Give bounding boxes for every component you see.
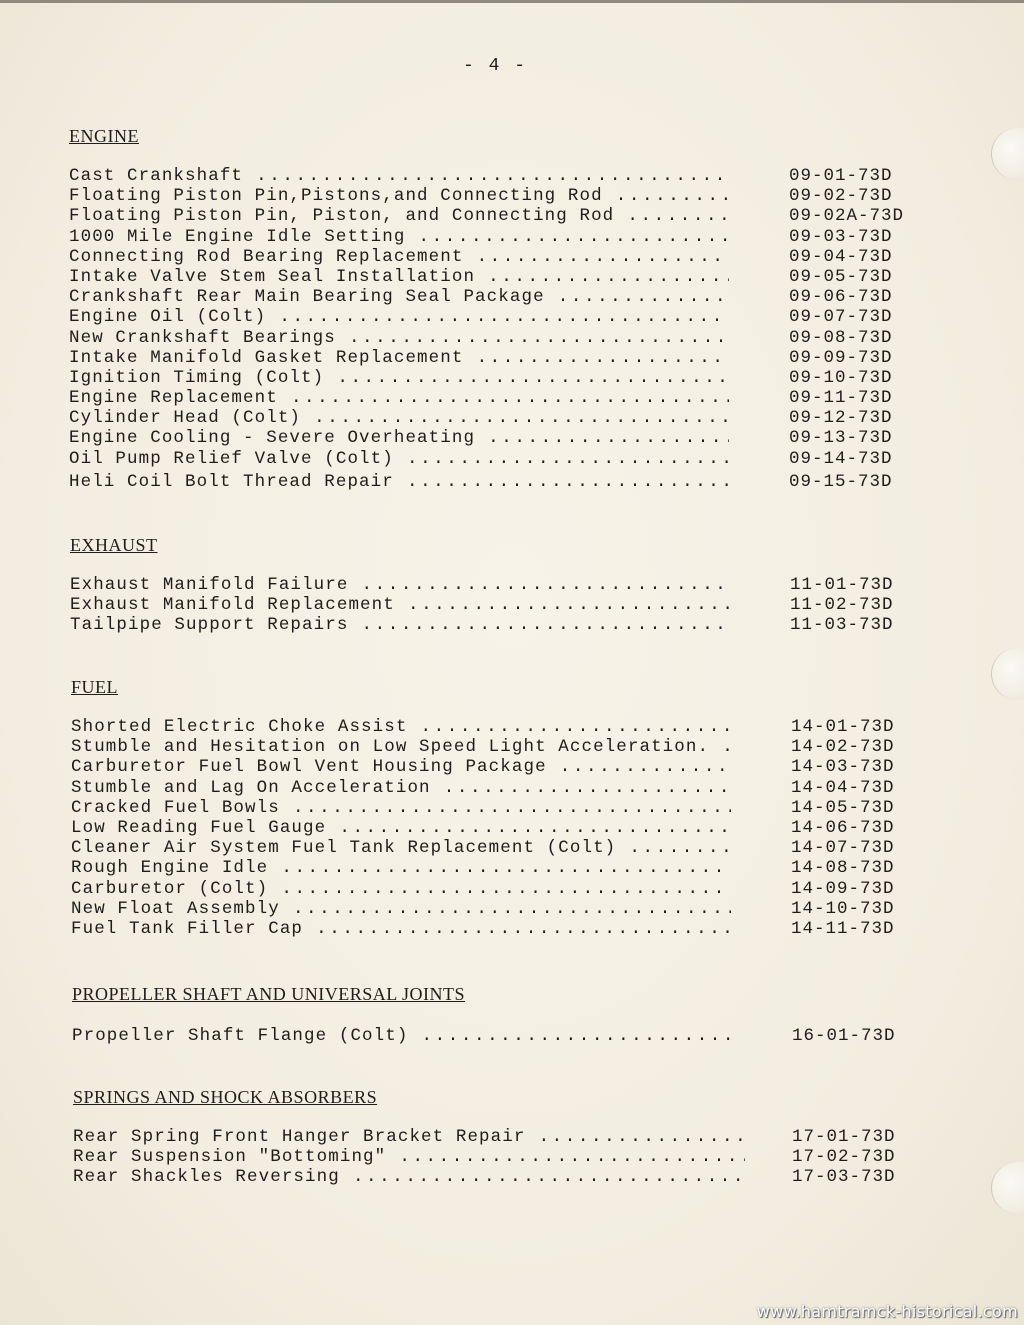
entry-title: Connecting Rod Bearing Replacement ..... (69, 247, 729, 267)
entry-code: 09-01-73D (789, 166, 893, 186)
entry-code: 14-01-73D (791, 717, 895, 737)
section-exhaust (70, 535, 950, 636)
entry-title: Stumble and Lag On Acceleration ..... (71, 778, 731, 798)
entry-code: 09-11-73D (789, 388, 893, 409)
punch-hole (991, 1162, 1024, 1214)
entry-title: Exhaust Manifold Failure ..... (70, 575, 730, 595)
entry-code: 14-02-73D (791, 737, 895, 758)
list-item (71, 919, 951, 939)
list-item (71, 838, 951, 858)
entry-code: 14-09-73D (791, 878, 895, 899)
entry-title: Carburetor Fuel Bowl Vent Housing Package ..... (71, 757, 731, 777)
list-item (69, 186, 949, 206)
section-engine (69, 126, 949, 492)
list-item (71, 778, 951, 798)
entry-code: 14-11-73D (791, 918, 895, 939)
entry-code: 14-07-73D (791, 838, 895, 859)
entry-title: Rear Suspension "Bottoming" ..... (73, 1147, 745, 1167)
entry-code: 09-09-73D (789, 347, 893, 368)
entry-code: 14-04-73D (791, 777, 895, 798)
entry-code: 14-06-73D (791, 817, 895, 838)
entry-title: New Crankshaft Bearings ..... (69, 328, 729, 348)
entry-title: Low Reading Fuel Gauge ..... (71, 818, 731, 838)
entry-title: Oil Pump Relief Valve (Colt) ..... (69, 449, 729, 469)
list-item (73, 1127, 953, 1147)
entry-code: 09-13-73D (789, 428, 893, 449)
entry-title: New Float Assembly ..... (71, 899, 731, 919)
entry-code: 17-03-73D (792, 1167, 896, 1188)
section-heading: PROPELLER SHAFT AND UNIVERSAL JOINTS (72, 984, 466, 1004)
list-item (69, 408, 949, 428)
entry-code: 14-10-73D (791, 898, 895, 919)
entry-title: Intake Manifold Gasket Replacement ..... (69, 348, 729, 368)
entry-code: 14-03-73D (791, 757, 895, 778)
entry-title: Cylinder Head (Colt) ..... (69, 408, 729, 428)
list-item (71, 757, 951, 777)
list-item (70, 615, 950, 635)
entry-code: 17-01-73D (792, 1127, 896, 1147)
entry-code: 09-14-73D (789, 448, 893, 469)
entry-title: Fuel Tank Filler Cap ..... (71, 919, 731, 939)
entry-code: 09-07-73D (789, 307, 893, 328)
section-springs (73, 1087, 953, 1188)
entry-title: Propeller Shaft Flange (Colt) ..... (72, 1026, 732, 1046)
list-item (69, 472, 949, 492)
list-item (71, 879, 951, 899)
list-item (69, 388, 949, 408)
list-item (69, 368, 949, 388)
list-item (70, 595, 950, 615)
section-heading: EXHAUST (70, 535, 158, 555)
entry-code: 14-08-73D (791, 858, 895, 879)
list-item (71, 899, 951, 919)
list-item (71, 798, 951, 818)
punch-hole (991, 648, 1024, 700)
list-item (69, 428, 949, 448)
entry-code: 09-04-73D (789, 246, 893, 267)
entry-code: 11-02-73D (790, 595, 894, 616)
entry-code: 09-08-73D (789, 327, 893, 348)
entry-code: 09-12-73D (789, 408, 893, 429)
list-item (70, 575, 950, 595)
entry-title: Tailpipe Support Repairs ..... (70, 615, 730, 635)
page-number: - 4 - (462, 56, 527, 76)
entry-title: Intake Valve Stem Seal Installation ..... (69, 267, 729, 287)
watermark: www.hamtramck-historical.com (756, 1302, 1018, 1321)
entry-title: Crankshaft Rear Main Bearing Seal Package ..... (69, 287, 729, 307)
list-item (71, 737, 951, 757)
paper-top-edge (0, 0, 1024, 3)
entry-code: 09-10-73D (789, 367, 893, 388)
entry-title: Carburetor (Colt) ..... (71, 879, 731, 899)
list-item (72, 1026, 952, 1046)
entry-code: 09-02-73D (789, 186, 893, 207)
list-item (69, 227, 949, 247)
entry-title: Floating Piston Pin, Piston, and Connecting Rod ..... (69, 206, 729, 226)
section-propeller-shaft (72, 984, 952, 1046)
list-item (69, 348, 949, 368)
entry-title: Cracked Fuel Bowls ..... (71, 798, 731, 818)
list-item (69, 307, 949, 327)
entry-code: 09-03-73D (789, 226, 893, 247)
entry-title: Exhaust Manifold Replacement ..... (70, 595, 730, 615)
entry-title: Ignition Timing (Colt) ..... (69, 368, 729, 388)
list-item (69, 328, 949, 348)
entry-code: 09-06-73D (789, 287, 893, 308)
entry-title: Engine Cooling - Severe Overheating ..... (69, 428, 729, 448)
entry-title: Floating Piston Pin,Pistons,and Connecting Rod ..... (69, 186, 729, 206)
section-heading: FUEL (71, 677, 118, 697)
list-item (69, 287, 949, 307)
entry-title: Shorted Electric Choke Assist ..... (71, 717, 731, 737)
entry-title: Rear Spring Front Hanger Bracket Repair ..... (73, 1127, 745, 1147)
entry-title: Engine Replacement ..... (69, 388, 729, 408)
entry-code: 16-01-73D (792, 1026, 896, 1046)
section-heading: ENGINE (69, 126, 139, 146)
section-fuel (71, 677, 951, 939)
entry-title: 1000 Mile Engine Idle Setting ..... (69, 227, 729, 247)
entry-title: Stumble and Hesitation on Low Speed Light Acceleration. ..... (71, 737, 731, 757)
list-item (69, 267, 949, 287)
entry-title: Rough Engine Idle ..... (71, 858, 731, 878)
entry-title: Engine Oil (Colt) ..... (69, 307, 729, 327)
list-item (73, 1147, 953, 1167)
section-heading: SPRINGS AND SHOCK ABSORBERS (73, 1087, 378, 1107)
entry-code: 11-03-73D (790, 615, 894, 636)
entry-code: 17-02-73D (792, 1147, 896, 1168)
list-item (71, 717, 951, 737)
entry-code: 09-02A-73D (789, 206, 905, 227)
entry-code: 09-05-73D (789, 266, 893, 287)
entry-title: Heli Coil Bolt Thread Repair ..... (69, 472, 729, 492)
punch-hole (991, 128, 1024, 180)
list-item (69, 166, 949, 186)
list-item (71, 858, 951, 878)
list-item (71, 818, 951, 838)
entry-title: Cleaner Air System Fuel Tank Replacement (Colt) ..... (71, 838, 731, 858)
list-item (69, 449, 949, 469)
entry-title: Rear Shackles Reversing ..... (73, 1167, 745, 1187)
entry-code: 14-05-73D (791, 797, 895, 818)
entry-title: Cast Crankshaft ..... (69, 166, 729, 186)
list-item (69, 206, 949, 226)
list-item (69, 247, 949, 267)
entry-code: 09-15-73D (789, 471, 893, 492)
list-item (73, 1167, 953, 1187)
entry-code: 11-01-73D (790, 575, 894, 595)
